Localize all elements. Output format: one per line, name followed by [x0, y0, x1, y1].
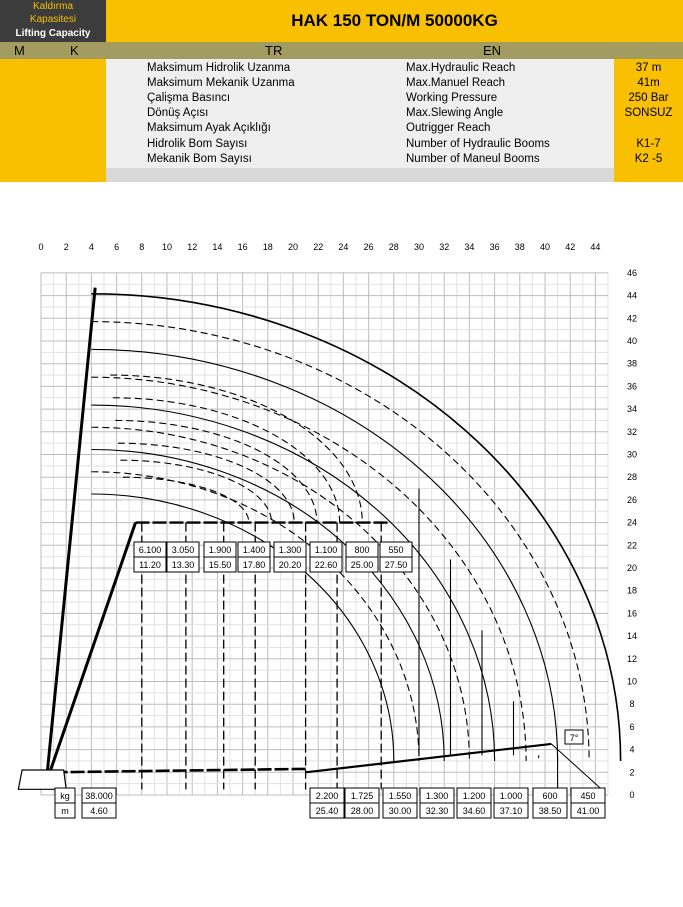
spec-tr-label: Hidrolik Bom Sayısı [147, 138, 248, 150]
load-reach-value: 17.80 [242, 560, 266, 570]
column-m: M [14, 43, 25, 58]
load-kg-value: 38.000 [85, 791, 113, 801]
y-tick-label: 32 [626, 426, 638, 437]
x-tick-label: 44 [590, 242, 601, 252]
load-kg-value: 1.900 [208, 545, 232, 555]
lifting-capacity-logo [0, 0, 106, 42]
x-tick-label: 2 [63, 242, 69, 252]
load-reach-value: 41.00 [576, 806, 600, 816]
load-kg-value: 1.550 [388, 791, 412, 801]
spec-row [0, 152, 683, 167]
column-header-row [0, 42, 683, 59]
load-reach-value: 28.00 [350, 806, 374, 816]
boom-vertical [47, 288, 95, 773]
spec-en-label: Max.Hydraulic Reach [406, 62, 516, 74]
spec-tr-label: Dönüş Açısı [147, 107, 209, 119]
load-reach-value: 37.10 [499, 806, 523, 816]
spec-value: 41m [637, 77, 660, 89]
y-tick-label: 34 [626, 404, 638, 415]
load-kg-value: 1.100 [314, 545, 338, 555]
x-tick-label: 40 [539, 242, 551, 252]
reach-arc [91, 322, 589, 761]
spec-tr-label: Mekanik Bom Sayısı [147, 153, 252, 165]
y-tick-label: 2 [629, 767, 635, 778]
x-tick-label: 26 [363, 242, 374, 252]
x-tick-label: 38 [514, 242, 525, 252]
boom-drawing [18, 288, 601, 790]
y-tick-label: 18 [626, 585, 638, 596]
y-tick-label: 22 [626, 540, 638, 551]
load-kg-value: 2.200 [315, 791, 339, 801]
spec-value: SONSUZ [624, 107, 673, 119]
spec-value: 37 m [635, 62, 662, 74]
spec-value: K1-7 [636, 138, 661, 150]
y-tick-label: 4 [629, 744, 635, 755]
y-tick-label: 10 [626, 676, 638, 687]
x-tick-label: 10 [161, 242, 173, 252]
spec-en-label: Number of Maneul Booms [406, 153, 540, 165]
y-tick-label: 6 [629, 721, 635, 732]
x-tick-label: 24 [338, 242, 349, 252]
logo-line-1: Kaldırma [32, 1, 73, 12]
load-reach-value: 32.30 [425, 806, 449, 816]
y-axis-tick-labels [627, 268, 637, 800]
x-tick-label: 42 [565, 242, 576, 252]
angle-box [565, 730, 583, 744]
load-kg-value: 450 [580, 791, 596, 801]
x-tick-label: 22 [313, 242, 324, 252]
y-tick-label: 28 [626, 472, 638, 483]
y-tick-label: 24 [626, 517, 638, 528]
x-tick-label: 8 [139, 242, 145, 252]
load-reach-value: 15.50 [208, 560, 232, 570]
boom-jib-7deg [306, 744, 552, 772]
x-tick-label: 4 [88, 242, 94, 252]
y-tick-label: 20 [626, 563, 638, 573]
column-en: EN [483, 43, 502, 58]
load-kg-value: 1.000 [499, 791, 523, 801]
logo-line-3: Lifting Capacity [15, 28, 91, 39]
spec-value: 250 Bar [628, 92, 669, 104]
load-kg-value: 6.100 [138, 545, 162, 555]
spec-tr-label: Maksimum Ayak Açıklığı [147, 122, 271, 134]
y-tick-label: 14 [626, 631, 638, 642]
spec-en-label: Max.Manuel Reach [406, 77, 506, 89]
y-tick-label: 26 [626, 494, 638, 505]
crane-base [18, 770, 66, 789]
spec-tr-label: Çalişma Basıncı [147, 92, 231, 104]
load-reach-value: 25.40 [315, 806, 339, 816]
load-reach-value: 27.50 [384, 560, 408, 570]
spec-value: K2 -5 [634, 153, 663, 165]
spec-header [0, 0, 683, 182]
y-tick-label: 42 [626, 313, 638, 324]
load-kg-value: 600 [542, 791, 558, 801]
y-tick-label: 0 [629, 790, 635, 800]
spec-row [0, 121, 683, 136]
load-kg-value: 1.300 [425, 791, 449, 801]
x-tick-label: 32 [439, 242, 450, 252]
spec-row [0, 106, 683, 121]
spec-tr-label: Maksimum Mekanik Uzanma [147, 77, 295, 89]
x-tick-label: 16 [237, 242, 248, 252]
y-tick-label: 46 [626, 267, 638, 278]
x-tick-label: 30 [413, 242, 425, 252]
spec-en-label: Outrigger Reach [406, 122, 491, 134]
load-kg-value: 1.300 [278, 545, 302, 555]
x-tick-label: 18 [262, 242, 273, 252]
x-tick-label: 34 [464, 242, 475, 252]
x-tick-label: 36 [489, 242, 500, 252]
y-tick-label: 30 [626, 449, 638, 460]
x-axis-tick-labels [38, 242, 600, 252]
load-reach-value: 11.20 [139, 560, 161, 570]
logo-line-2: Kapasitesi [29, 14, 77, 25]
y-tick-label: 12 [626, 653, 638, 664]
x-tick-label: 14 [212, 242, 223, 252]
load-reach-value: 34.60 [462, 806, 486, 816]
load-kg-value: 800 [354, 545, 370, 555]
y-tick-label: 16 [626, 608, 638, 619]
load-kg-value: 3.050 [171, 545, 195, 555]
y-tick-label: 40 [626, 336, 638, 346]
y-tick-label: 44 [626, 290, 638, 301]
inner-reach-arc [110, 375, 362, 523]
x-tick-label: 0 [38, 242, 44, 252]
x-tick-label: 20 [287, 242, 299, 252]
inner-reach-arc [115, 420, 317, 522]
jib-tip-line [551, 744, 601, 789]
load-reach-value: 30.00 [388, 806, 412, 816]
load-reach-value: 25.00 [350, 560, 374, 570]
load-kg-value: 1.400 [242, 545, 266, 555]
x-tick-label: 12 [187, 242, 198, 252]
load-reach-value: 20.20 [278, 560, 302, 570]
spec-tr-label: Maksimum Hidrolik Uzanma [147, 62, 291, 74]
y-tick-label: 38 [626, 358, 638, 369]
spec-row [0, 137, 683, 152]
y-tick-label: 36 [626, 381, 638, 392]
lower-load-boxes [55, 788, 605, 818]
angle-label: 7° [569, 733, 579, 743]
unit-kg-label: kg [60, 791, 70, 801]
load-reach-value: 38.50 [538, 806, 562, 816]
load-reach-value: 13.30 [171, 560, 195, 570]
load-kg-value: 1.200 [462, 791, 486, 801]
spec-en-label: Working Pressure [406, 92, 498, 104]
column-tr: TR [265, 43, 283, 58]
spec-en-label: Number of Hydraulic Booms [406, 138, 550, 150]
y-tick-label: 8 [629, 699, 635, 710]
load-chart [0, 230, 683, 907]
spec-row [0, 61, 683, 76]
load-kg-value: 1.725 [350, 791, 374, 801]
spec-en-label: Max.Slewing Angle [406, 107, 504, 119]
load-reach-value: 4.60 [90, 806, 108, 816]
x-tick-label: 28 [388, 242, 399, 252]
column-k: K [70, 43, 79, 58]
page-title: HAK 150 TON/M 50000KG [106, 0, 683, 42]
load-reach-value: 22.60 [314, 560, 338, 570]
unit-m-label: m [61, 806, 69, 816]
load-kg-value: 550 [388, 545, 404, 555]
spec-footer-row [106, 168, 614, 182]
spec-row [0, 91, 683, 106]
x-tick-label: 6 [114, 242, 120, 252]
spec-row [0, 76, 683, 91]
